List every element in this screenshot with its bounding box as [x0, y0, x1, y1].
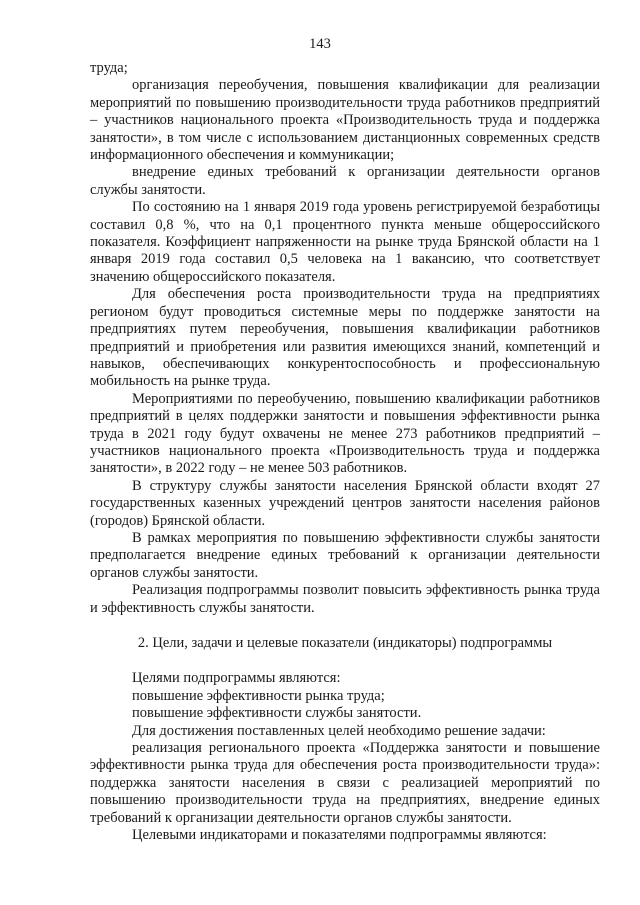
- page-number: 143: [309, 36, 331, 52]
- paragraph: В структуру службы занятости населения Брянской области входят 27 государственных казенных учреждений центров занятости населения районов (городов) Брянской области.: [90, 477, 600, 529]
- tasks-intro: Для достижения поставленных целей необходимо решение задачи:: [132, 722, 546, 739]
- paragraph: По состоянию на 1 января 2019 года уровень регистрируемой безработицы составил 0,8 %, что на 0,1 процентного пункта меньше общероссийского показателя. Коэффициент напряженности на рынке труда Брянской области на 1 января 2019 года составил 0,5 человека на 1 вакансию, что соответствует значению общероссийского показателя.: [90, 199, 600, 285]
- task-item: реализация регионального проекта «Поддержка занятости и повышение эффективности рынка труда для обеспечения роста производительности труда»: поддержка занятости населения в связи с реализацией мероприятий по повышению производительности труда на предприятиях, внедрение единых требований к организации деятельности органов службы занятости.: [90, 740, 600, 826]
- goals-intro: Целями подпрограммы являются:: [132, 670, 341, 687]
- document-body: [90, 60, 600, 844]
- paragraph: Реализация подпрограммы позволит повысить эффективность рынка труда и эффективность службы занятости.: [90, 582, 600, 616]
- paragraph: внедрение единых требований к организации деятельности органов службы занятости.: [90, 164, 600, 198]
- paragraph: организация переобучения, повышения квалификации для реализации мероприятий по повышению производительности труда работников предприятий – участников национального проекта «Производительность труда и поддержка занятости», в том числе с использованием дистанционных современных средств информационного обеспечения и коммуникации;: [90, 77, 600, 164]
- paragraph: В рамках мероприятия по повышению эффективности службы занятости предполагается внедрение единых требований к организации деятельности органов службы занятости.: [90, 529, 600, 581]
- section-heading: 2. Цели, задачи и целевые показатели (индикаторы) подпрограммы: [137, 635, 553, 651]
- paragraph: Для обеспечения роста производительности труда на предприятиях регионом будут проводиться системные меры по поддержке занятости на предприятиях путем переобучения, повышения квалификации работников предприятий и приобретения или развития имеющихся знаний, компетенций и навыков, обеспечивающих конкурентоспособность и профессиональную мобильность на рынке труда.: [90, 286, 600, 390]
- goal-item: повышение эффективности службы занятости.: [132, 705, 422, 722]
- goal-item: повышение эффективности рынка труда;: [132, 687, 385, 704]
- paragraph: Мероприятиями по переобучению, повышению квалификации работников предприятий в целях поддержки занятости и повышения эффективности рынка труда в 2021 году будут охвачены не менее 273 работников предприятий – участников национального проекта «Производительность труда и поддержка занятости», в 2022 году – не менее 503 работников.: [90, 390, 600, 477]
- indicators-intro: Целевыми индикаторами и показателями подпрограммы являются:: [132, 827, 547, 844]
- paragraph: труда;: [90, 60, 128, 76]
